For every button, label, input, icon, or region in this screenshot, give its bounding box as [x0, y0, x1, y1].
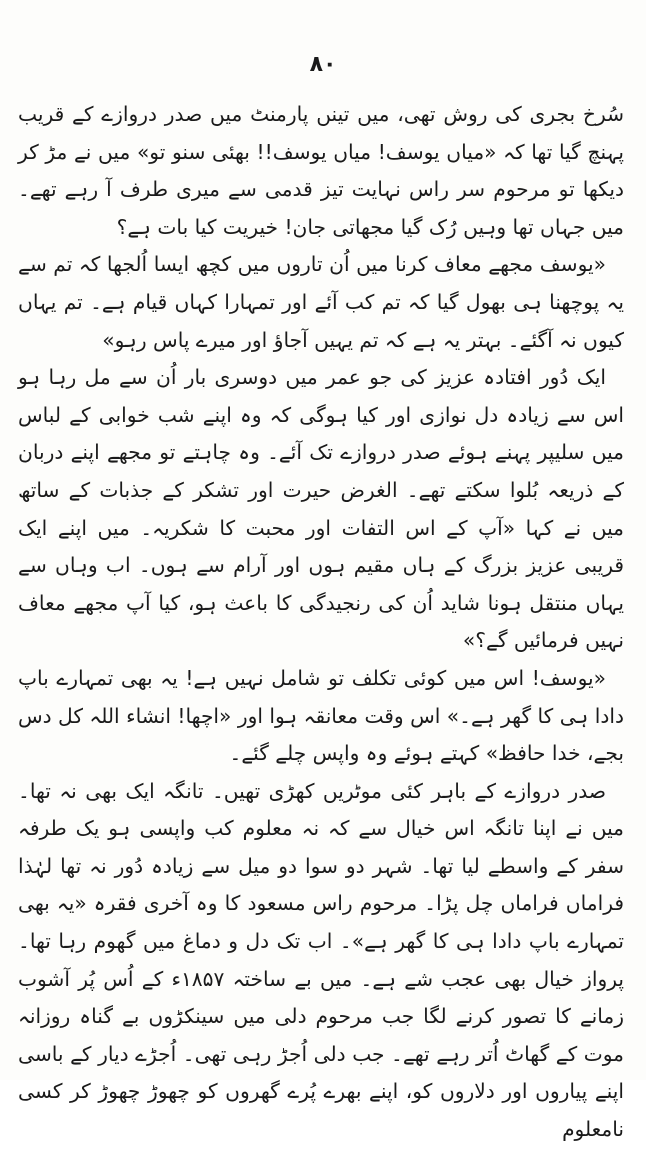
paragraph-2: «یوسف مجھے معاف کرنا میں اُن تاروں میں کچھ ایسا اُلجھا کہ تم سے یہ پوچھنا ہی بھول گیا کہ تم کب آئے اور تمہارا کہاں قیام ہے۔ تم یہاں کیوں نہ آگئے۔ بہتر یہ ہے کہ تم یہیں آجاؤ اور میرے پاس رہو» — [18, 252, 624, 352]
paragraph-4: «یوسف! اس میں کوئی تکلف تو شامل نہیں ہے! یہ بھی تمہارے باپ دادا ہی کا گھر ہے۔» اس وقت معانقہ ہوا اور «اچھا! انشاء اللہ کل دس بجے، خدا حافظ» کہتے ہوئے وہ واپس چلے گئے۔ — [18, 665, 624, 766]
page-body — [18, 96, 624, 1149]
paragraph-5: صدر دروازے کے باہر کئی موٹریں کھڑی تھیں۔ تانگہ ایک بھی نہ تھا۔ میں نے اپنا تانگہ اس خیال سے کہ نہ معلوم کب واپسی ہو یک طرفہ سفر کے واسطے لیا تھا۔ شہر دو سوا دو میل سے زیادہ دُور نہ تھا لہٰذا فراماں فراماں چل پڑا۔ مرحوم راس مسعود کا وہ آخری فقرہ «یہ بھی تمہارے باپ دادا ہی کا گھر ہے»۔ اب تک دل و دماغ میں گھوم رہا تھا۔ پرواز خیال بھی عجب شے ہے۔ میں بے ساختہ ۱۸۵۷ء کے اُس پُر آشوب زمانے کا تصور کرنے لگا جب مرحوم دلی میں سینکڑوں بے گناہ روزانہ موت کے گھاٹ اُتر رہے تھے۔ جب دلی اُجڑ رہی تھی۔ اُجڑے دیار کے باسی اپنے پیاروں اور دلاروں کو، اپنے بھرے پُرے گھروں کو چھوڑ چھوڑ کر کسی نامعلوم — [18, 778, 624, 1142]
page-number: ۸۰ — [309, 52, 337, 77]
paragraph-1: سُرخ بجری کی روش تھی، میں تینں پارمنٹ میں صدر دروازے کے قریب پہنچ گیا تھا کہ «میاں یوسف! میاں یوسف!! بھئی سنو تو» میں نے مڑ کر دیکھا تو مرحوم سر راس نہایت تیز قدمی سے میری طرف آ رہے تھے۔ میں جہاں تھا وہیں رُک گیا مجھاتی جان! خیریت کیا بات ہے؟ — [18, 102, 624, 239]
paragraph-3: ایک دُور افتادہ عزیز کی جو عمر میں دوسری بار اُن سے مل رہا ہو اس سے زیادہ دل نوازی اور کیا ہوگی کہ وہ اپنے شب خوابی کے لباس میں سلیپر پہنے ہوئے صدر دروازے تک آئے۔ وہ چاہتے تو مجھے اپنے دربان کے ذریعہ بُلوا سکتے تھے۔ الغرض حیرت اور تشکر کے جذبات کے ساتھ میں نے کہا «آپ کے اس التفات اور محبت کا شکریہ۔ میں اپنے ایک قریبی عزیز بزرگ کے ہاں مقیم ہوں اور آرام سے ہوں۔ اب وہاں سے یہاں منتقل ہونا شاید اُن کی رنجیدگی کا باعث ہو، کیا آپ مجھے معاف نہیں فرمائیں گے؟» — [18, 365, 624, 653]
